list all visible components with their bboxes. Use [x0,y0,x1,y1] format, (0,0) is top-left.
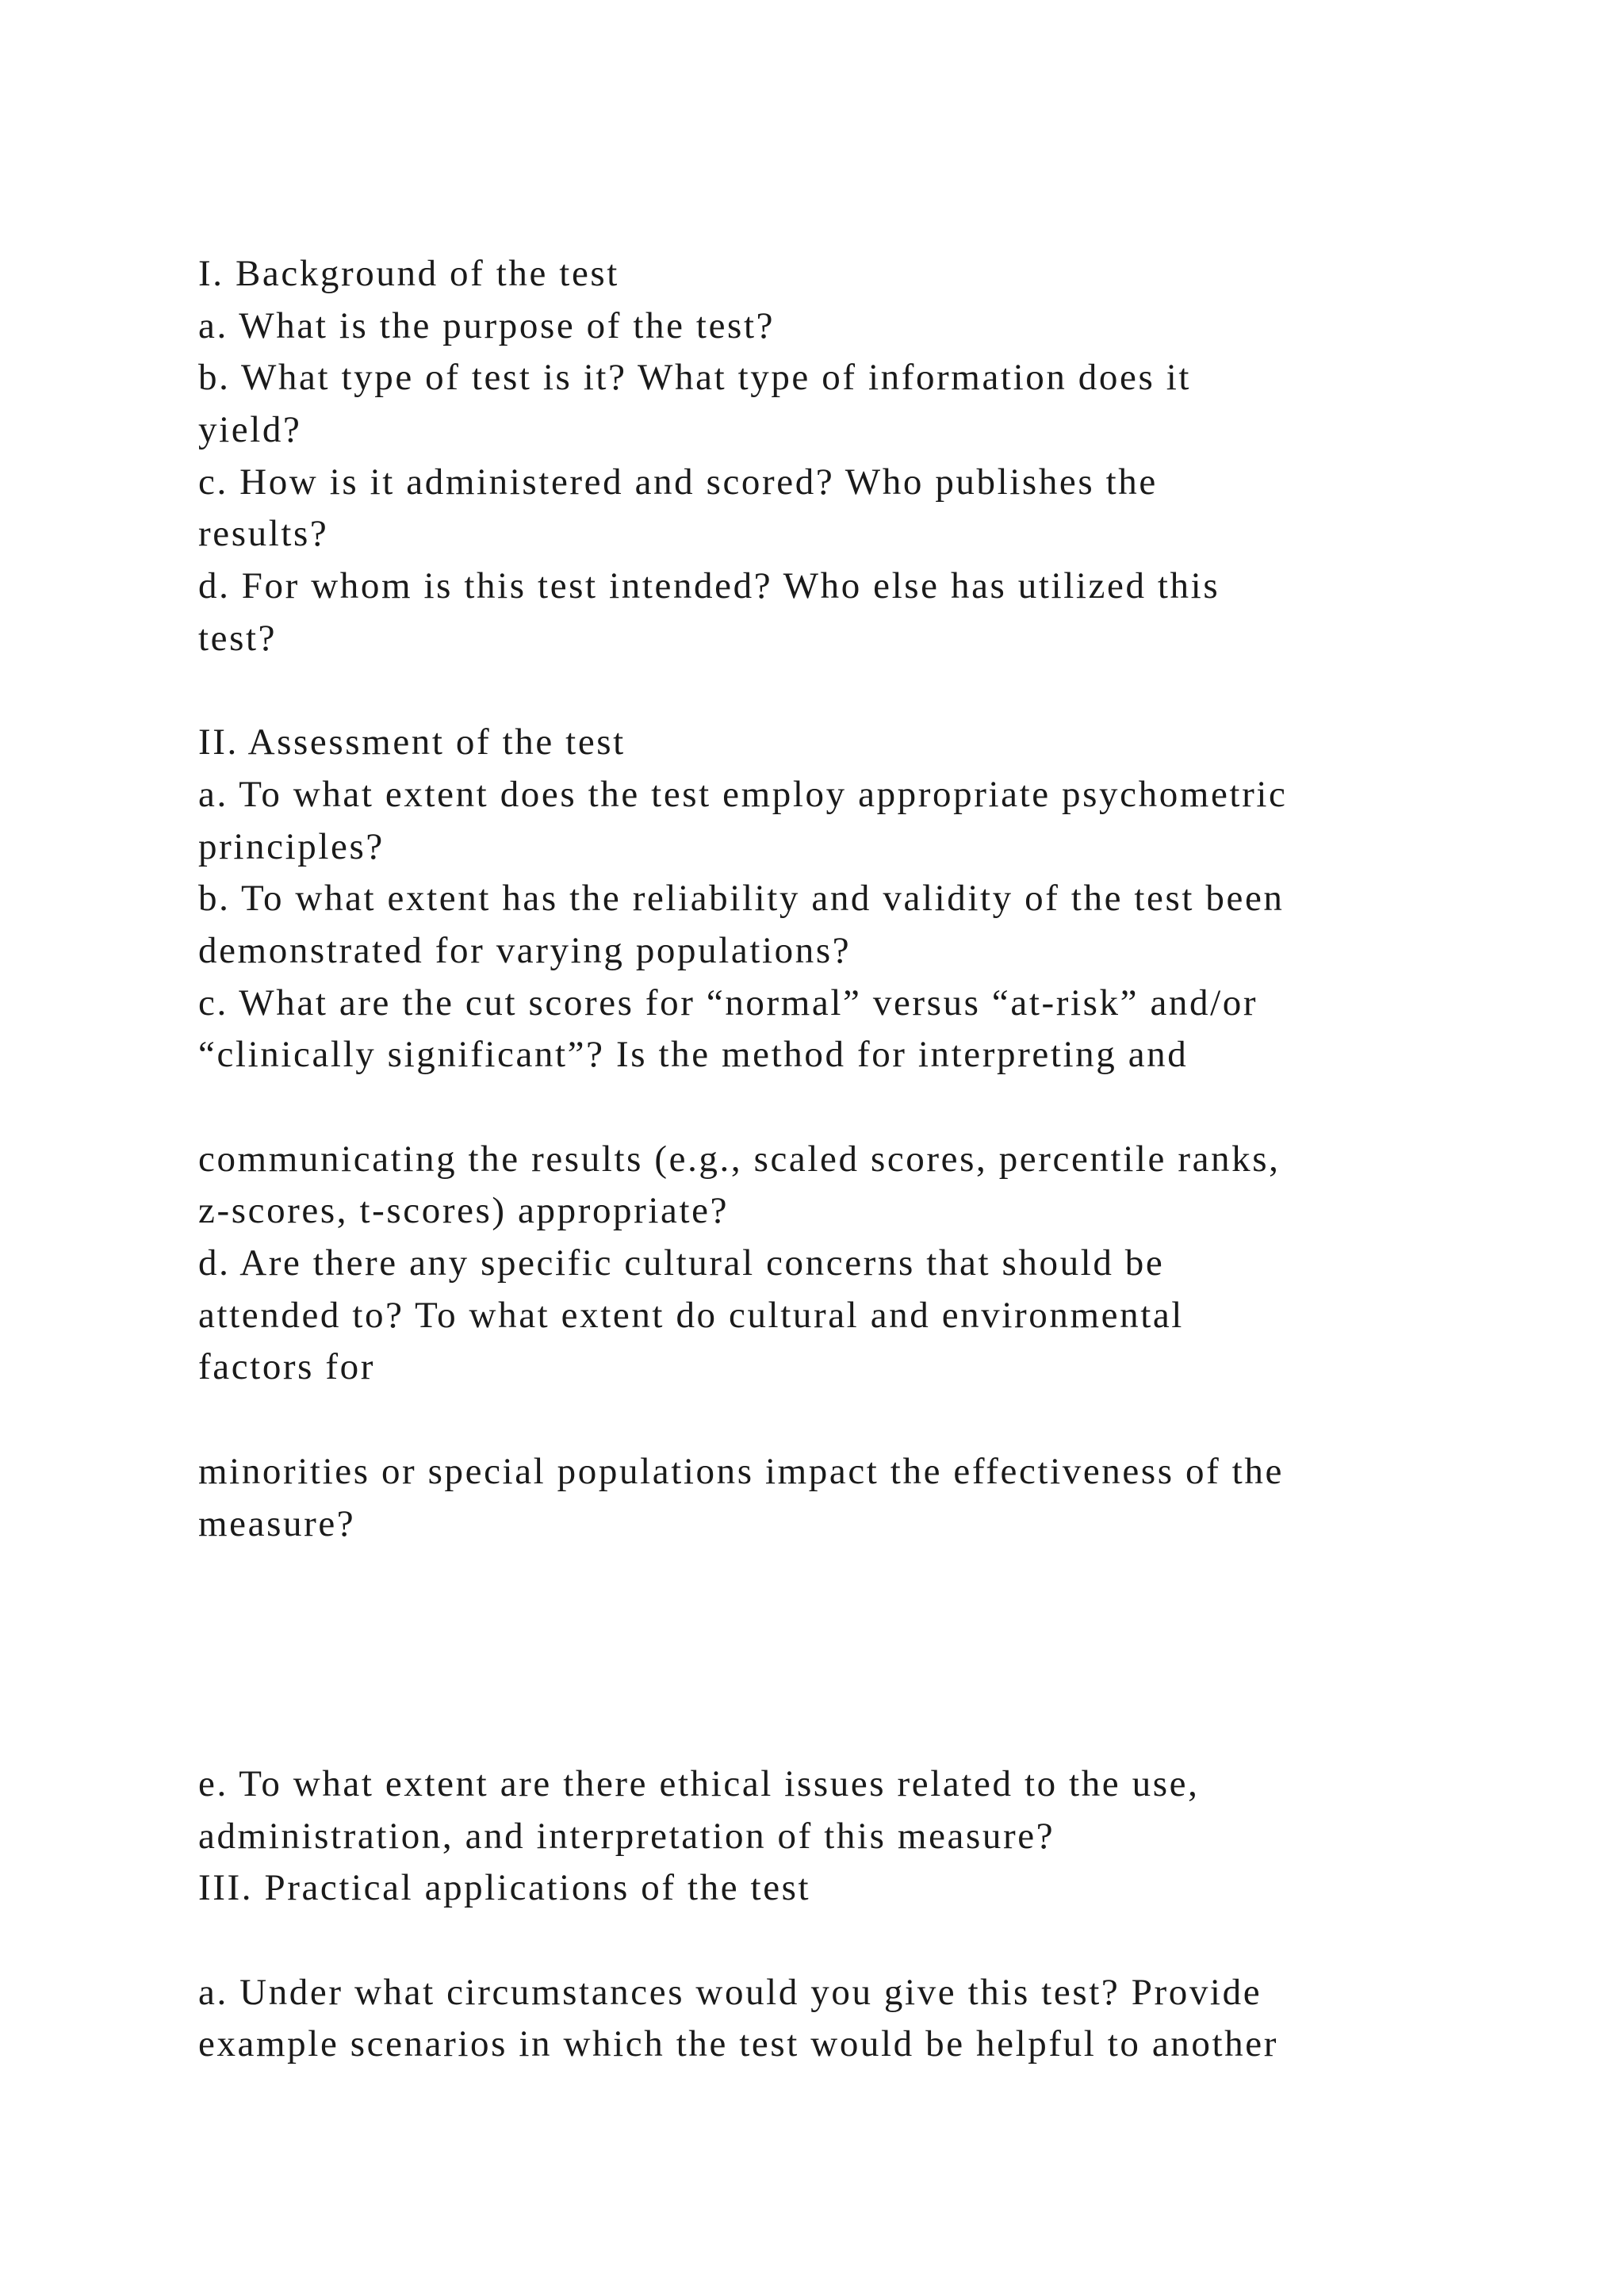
question-line: c. What are the cut scores for “normal” versus “at-risk” and/or [198,982,1258,1024]
question-line: attended to? To what extent do cultural and environmental [198,1294,1184,1336]
question-line: “clinically significant”? Is the method for interpreting and [198,1034,1189,1076]
blank-line [198,1655,1507,1707]
question-line: c. How is it administered and scored? Who publishes the [198,461,1158,503]
question-line: test? [198,617,278,659]
question-line: d. Are there any specific cultural concerns that should be [198,1242,1165,1284]
question-line: z-scores, t-scores) appropriate? [198,1190,730,1232]
question-line: administration, and interpretation of this measure? [198,1815,1055,1857]
blank-line [198,1550,1507,1602]
question-line: example scenarios in which the test would be helpful to another [198,2023,1278,2065]
blank-line [198,1394,1507,1446]
blank-line [198,1706,1507,1758]
question-line: minorities or special populations impact the effectiveness of the [198,1450,1284,1492]
question-line: e. To what extent are there ethical issues related to the use, [198,1762,1200,1804]
question-line: b. To what extent has the reliability and validity of the test been [198,878,1285,920]
blank-line [198,665,1507,718]
blank-line [198,1081,1507,1134]
question-line: b. What type of test is it? What type of information does it [198,357,1192,399]
question-line: factors for [198,1346,376,1388]
question-line: principles? [198,825,385,867]
question-line: a. To what extent does the test employ appropriate psychometric [198,773,1288,815]
document-body [198,248,1507,2071]
question-line: measure? [198,1502,356,1544]
section-heading-background: I. Background of the test [198,253,619,294]
question-line: a. Under what circumstances would you give this test? Provide [198,1971,1262,2013]
question-line: results? [198,513,329,555]
question-line: d. For whom is this test intended? Who else has utilized this [198,565,1220,607]
section-heading-assessment: II. Assessment of the test [198,721,626,763]
question-line: communicating the results (e.g., scaled scores, percentile ranks, [198,1138,1281,1180]
question-line: a. What is the purpose of the test? [198,304,776,346]
blank-line [198,1915,1507,1967]
question-line: demonstrated for varying populations? [198,929,852,971]
section-heading-practical: III. Practical applications of the test [198,1867,811,1909]
blank-line [198,1602,1507,1655]
question-line: yield? [198,409,302,451]
